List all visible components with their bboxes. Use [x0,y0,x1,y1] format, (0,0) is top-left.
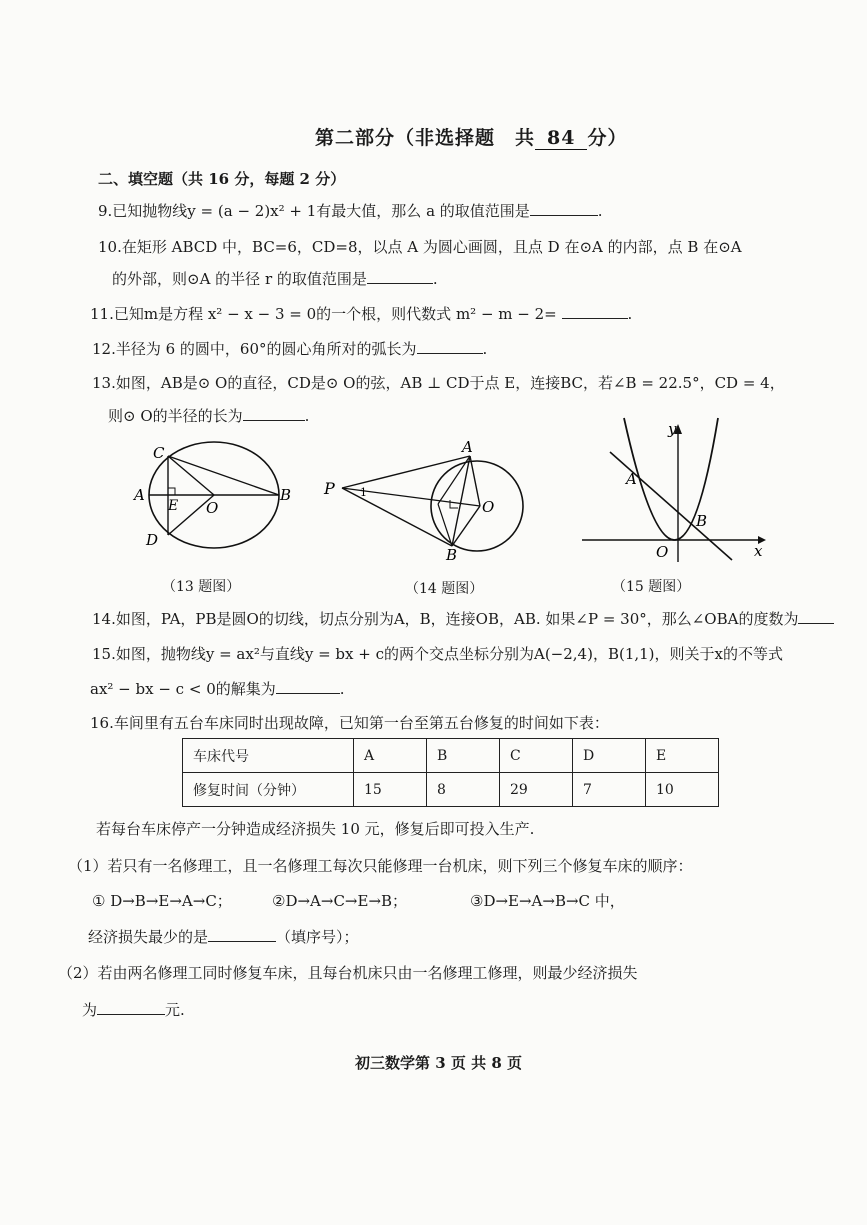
right-angle-mark [168,488,175,495]
answer-blank[interactable] [208,927,276,942]
answer-blank[interactable] [530,201,598,216]
label-o: O [482,498,495,516]
section-heading: 二、填空题（共 16 分，每题 2 分） [98,170,346,188]
label-x: x [754,542,763,560]
figure-13-caption: （13 题图） [162,579,241,595]
table-cell: C [500,739,573,773]
option-2: ②D→A→C→E→B； [272,892,408,910]
answer-blank[interactable] [367,269,433,284]
figure-14-caption: （14 题图） [405,581,484,597]
label-d: D [146,531,159,549]
part-2-answer: 为 元. [82,1001,185,1019]
label-a: A [462,438,473,456]
table-cell: D [573,739,646,773]
table-cell: 车床代号 [183,739,354,773]
tangent-pb [342,488,452,546]
part-2-question: （2）若由两名修理工同时修复车床，且每台机床只由一名修理工修理，则最少经济损失 [58,964,638,982]
answer-blank[interactable] [562,304,628,319]
table-cell: 7 [573,773,646,807]
answer-blank[interactable] [417,339,483,354]
label-b: B [696,512,708,530]
figure-15-parabola-line [572,412,772,572]
right-angle-mark [450,500,458,508]
table-cell: 15 [354,773,427,807]
label-angle-1: 1 [360,486,367,499]
page-footer: 初三数学第 3 页 共 8 页 [355,1054,522,1072]
label-y: y [668,420,677,438]
question-9: 9.已知抛物线y = (a − 2)x² + 1有最大值，那么 a 的取值范围是 . [98,202,603,220]
table-cell: 10 [646,773,719,807]
line-curve [610,452,732,560]
question-13-line1: 13.如图，AB是⊙ O的直径，CD是⊙ O的弦，AB ⊥ CD于点 E，连接BC，若∠B = 22.5°，CD = 4， [92,374,785,392]
label-p: P [324,479,335,498]
tangent-pa [342,456,470,488]
label-o: O [656,543,669,561]
question-15-line2: ax² − bx − c < 0的解集为 . [90,680,345,698]
segment-ao [470,456,480,506]
label-a: A [134,486,145,504]
answer-blank[interactable] [276,679,340,694]
answer-blank[interactable] [798,609,834,624]
table-cell: 29 [500,773,573,807]
answer-blank[interactable] [97,1000,165,1015]
figure-15-caption: （15 题图） [612,579,691,595]
part-1-question: （1）若只有一名修理工，且一名修理工每次只能修理一台机床，则下列三个修复车床的顺序： [68,857,693,875]
table-cell: 8 [427,773,500,807]
figure-14-tangents [320,436,530,566]
label-b: B [446,546,458,564]
table-cell: B [427,739,500,773]
question-12: 12.半径为 6 的圆中，60°的圆心角所对的弧长为 . [92,340,488,358]
table-cell: A [354,739,427,773]
question-10-line2: 的外部，则⊙A 的半径 r 的取值范围是 . [112,270,438,288]
option-3: ③D→E→A→B→C 中， [470,892,625,910]
total-score: 84 [535,127,587,150]
question-14: 14.如图，PA，PB是圆O的切线，切点分别为A，B，连接OB，AB. 如果∠P = 30°，那么∠OBA的度数为 [92,608,834,629]
segment-cb [168,456,279,495]
table-row [183,773,719,807]
question-16-intro: 16.车间里有五台车床同时出现故障，已知第一台至第五台修复的时间如下表： [90,714,609,732]
question-13-line2: 则⊙ O的半径的长为 . [108,407,310,425]
figure-13-circle [128,436,298,566]
loss-note: 若每台车床停产一分钟造成经济损失 10 元，修复后即可投入生产. [96,820,535,838]
table-cell: E [646,739,719,773]
label-o: O [206,499,219,517]
label-c: C [153,444,165,462]
table-cell: 修复时间（分钟） [183,773,354,807]
option-1: ① D→B→E→A→C； [92,892,232,910]
answer-blank[interactable] [243,406,305,421]
label-a: A [626,470,637,488]
question-10-line1: 10.在矩形 ABCD 中，BC=6，CD=8，以点 A 为圆心画圆，且点 D 在⊙A 的内部，点 B 在⊙A [98,238,742,256]
part-1-answer: 经济损失最少的是 （填序号）； [88,928,359,946]
question-15-line1: 15.如图，抛物线y = ax²与直线y = bx + c的两个交点坐标分别为A(−2,4)，B(1,1)，则关于x的不等式 [92,645,783,663]
table-row [183,739,719,773]
repair-time-table [182,738,719,807]
question-11: 11.已知m是方程 x² − x − 3 = 0的一个根，则代数式 m² − m − 2= . [90,305,633,323]
label-b: B [280,486,292,504]
label-e: E [168,498,179,514]
part-title: 第二部分（非选择题 共 84 分） [315,127,628,149]
